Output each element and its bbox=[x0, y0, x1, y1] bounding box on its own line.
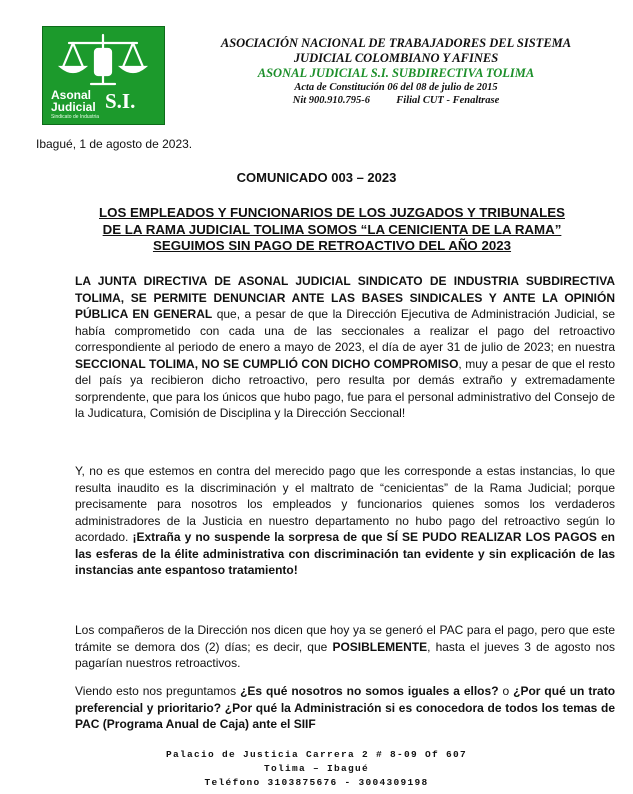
logo-text-judicial: Judicial bbox=[51, 100, 96, 114]
document-date: Ibagué, 1 de agosto de 2023. bbox=[36, 137, 193, 151]
paragraph-4-text-2: o bbox=[498, 684, 514, 698]
letterhead bbox=[170, 36, 622, 107]
paragraph-3-text-2: , hasta el jueves 3 de agosto nos pagarían nuestros retroactivos. bbox=[75, 639, 616, 670]
headline-line-3: SEGUIMOS SIN PAGO DE RETROACTIVO DEL AÑO 2023 bbox=[152, 238, 512, 253]
footer bbox=[0, 748, 633, 790]
paragraph-1-bold-1: LA JUNTA DIRECTIVA DE ASONAL JUDICIAL SINDICATO DE INDUSTRIA SUBDIRECTIVA TOLIMA, SE PERMITE DENUNCIAR ANTE LAS BASES SINDICALES Y ANTE LA OPINIÓN PÚBLICA EN GENERAL bbox=[75, 274, 615, 321]
footer-address: Palacio de Justicia Carrera 2 # 8-09 Of 607 bbox=[165, 749, 468, 760]
paragraph-4-bold-1: ¿Es qué nosotros no somos iguales a ellos? bbox=[240, 684, 499, 698]
letterhead-line-2: JUDICIAL COLOMBIANO Y AFINES bbox=[293, 51, 499, 65]
paragraph-3-bold-1: POSIBLEMENTE bbox=[332, 639, 428, 654]
headline-line-1: LOS EMPLEADOS Y FUNCIONARIOS DE LOS JUZGADOS Y TRIBUNALES bbox=[99, 205, 565, 220]
paragraph-1-text-1: que, a pesar de que la Dirección Ejecutiva de Administración Judicial, se había comprometido con cada una de las seccionales a realizar el pago del retroactivo correspondiente al periodo de enero a mayo de 2023, el día de ayer 31 de julio de 2023; en nuestra bbox=[75, 307, 615, 354]
communique-number: COMUNICADO 003 – 2023 bbox=[236, 170, 397, 185]
letterhead-line-1: ASOCIACIÓN NACIONAL DE TRABAJADORES DEL SISTEMA bbox=[220, 36, 572, 50]
footer-phone: Teléfono 3103875676 - 3004309198 bbox=[204, 777, 429, 788]
headline-line-2: DE LA RAMA JUDICIAL TOLIMA SOMOS “LA CENICIENTA DE LA RAMA” bbox=[102, 221, 562, 237]
letterhead-line-3: ASONAL JUDICIAL S.I. SUBDIRECTIVA TOLIMA bbox=[257, 66, 535, 80]
paragraph-3 bbox=[75, 622, 615, 672]
footer-city: Tolima – Ibagué bbox=[263, 763, 369, 774]
paragraph-2 bbox=[75, 463, 615, 579]
union-logo bbox=[42, 26, 165, 125]
headline bbox=[52, 205, 612, 255]
paragraph-4-bold-2: ¿Por qué un trato preferencial y prioritario? ¿Por qué la Administración si es conocedora de todos los temas de PAC (Programa Anual de Caja) ante el SIIF bbox=[75, 684, 616, 731]
paragraph-2-bold-1: ¡Extraña y no suspende la sorpresa de que SÍ SE PUDO REALIZAR LOS PAGOS en las esferas de la élite administrativa con discriminación tan evidente y sin explicación de las instancias ante espantoso tratamiento! bbox=[75, 530, 615, 577]
paragraph-1-text-2: , muy a pesar de que el resto del país ya recibieron dicho retroactivo, pero resulta por demás extraño y extremadamente sorprendente, que para los únicos que hubo pago, fue para el personal administrativo del Consejo de la Judicatura, Comisión de Disciplina y la Dirección Seccional! bbox=[75, 356, 615, 420]
paragraph-4 bbox=[75, 683, 615, 733]
paragraph-4-text-1: Viendo esto nos preguntamos bbox=[75, 684, 241, 698]
letterhead-line-4: Acta de Constitución 06 del 08 de julio de 2015 bbox=[294, 82, 498, 93]
logo-text-asonal: Asonal bbox=[51, 88, 92, 102]
paragraph-1-bold-2: SECCIONAL TOLIMA, NO SE CUMPLIÓ CON DICHO COMPROMISO bbox=[75, 356, 459, 371]
paragraph-1 bbox=[75, 273, 615, 422]
logo-text-si: S.I. bbox=[105, 89, 136, 113]
paragraph-2-text-1: Y, no es que estemos en contra del merecido pago que les corresponde a estas instancias, lo que resulta inaudito es la discriminación y el maltrato de “cenicientas” de la Rama Judicial; porque precisamente para nosotros los empleados y funcionarios quienes somos los verdaderos administradores de la Justicia en nuestro departamento no hubo pago del retroactivo según lo acordado. bbox=[75, 464, 615, 544]
paragraph-3-text-1: Los compañeros de la Dirección nos dicen que hoy ya se generó el PAC para el pago, pero que este trámite se demora dos (2) días; es decir, que bbox=[75, 623, 615, 654]
letterhead-line-5: Nit 900.910.795-6 Filial CUT - Fenaltrase bbox=[292, 95, 500, 106]
logo-text-sub: Sindicato de Industria bbox=[51, 114, 100, 120]
